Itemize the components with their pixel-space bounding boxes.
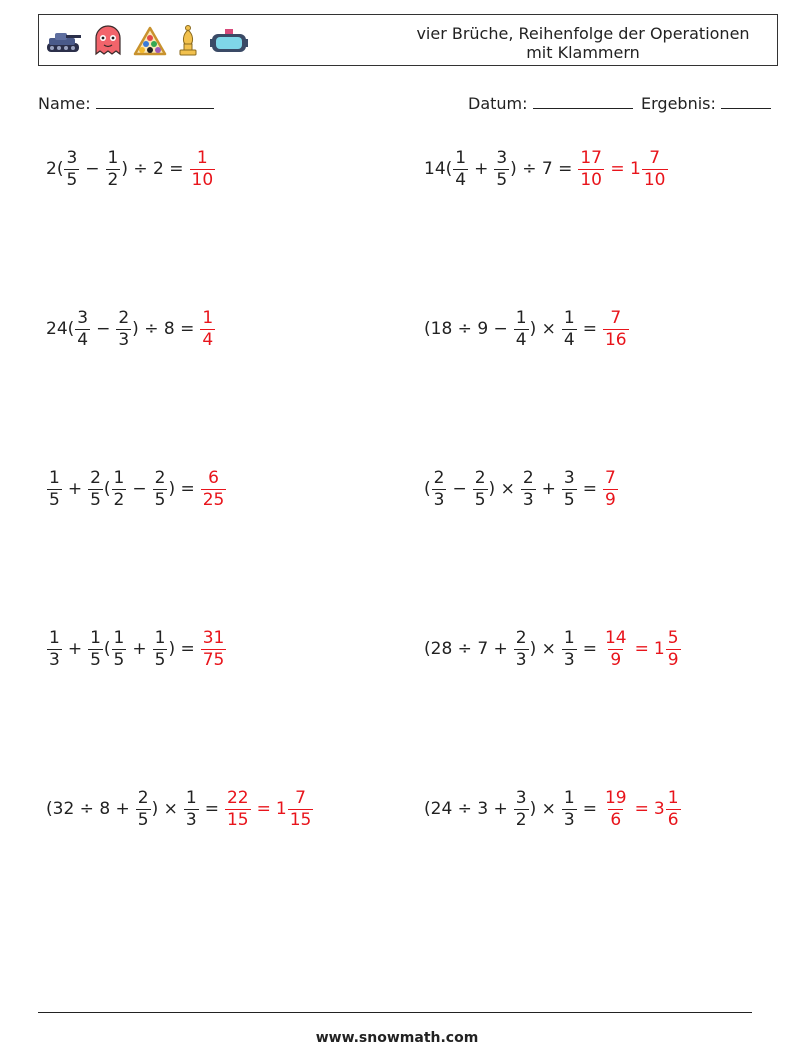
denominator: 6 <box>667 809 679 830</box>
answer-whole: 1 <box>275 799 287 819</box>
answer-fraction <box>603 627 629 670</box>
operator: − <box>85 159 100 179</box>
numerator: 2 <box>90 467 101 488</box>
expr-text: (18 ÷ 9 − <box>424 319 508 339</box>
denominator: 5 <box>474 489 486 510</box>
numerator: 1 <box>515 307 527 328</box>
date-field[interactable] <box>468 94 633 113</box>
fraction <box>514 627 529 670</box>
numerator: 1 <box>185 787 197 808</box>
name-blank[interactable] <box>96 94 214 109</box>
numerator: 1 <box>49 467 60 488</box>
fraction <box>153 627 168 670</box>
problem-3 <box>46 299 216 359</box>
date-blank[interactable] <box>533 94 633 109</box>
answer-fraction <box>578 147 604 190</box>
operator: − <box>96 319 111 339</box>
numerator: 2 <box>118 307 130 328</box>
operator: + <box>132 639 147 659</box>
denominator: 3 <box>185 809 197 830</box>
denominator: 2 <box>107 169 119 190</box>
numerator: 2 <box>137 787 149 808</box>
expr-text: ) ÷ 8 = <box>132 319 195 339</box>
fraction <box>47 467 62 510</box>
icon-strip <box>43 21 249 61</box>
numerator: 2 <box>522 467 534 488</box>
denominator: 16 <box>604 329 627 350</box>
chess-bishop-icon <box>177 24 199 58</box>
answer-fraction <box>603 307 629 350</box>
operator: − <box>132 479 147 499</box>
numerator: 17 <box>580 147 602 168</box>
numerator: 31 <box>202 627 225 648</box>
problem-6 <box>424 459 619 519</box>
denominator: 4 <box>77 329 89 350</box>
title-line-2: mit Klammern <box>526 43 640 62</box>
worksheet-header <box>38 14 778 66</box>
denominator: 5 <box>49 489 60 510</box>
denominator: 5 <box>137 809 149 830</box>
fraction <box>184 787 199 830</box>
vr-headset-icon <box>209 26 249 56</box>
numerator: 6 <box>208 467 219 488</box>
denominator: 9 <box>610 649 622 670</box>
numerator: 7 <box>604 467 616 488</box>
denominator: 75 <box>202 649 225 670</box>
answer-equals: = <box>256 799 271 819</box>
denominator: 3 <box>563 809 575 830</box>
denominator: 5 <box>154 649 166 670</box>
answer-equals: = <box>604 159 631 179</box>
fraction <box>432 467 447 510</box>
denominator: 3 <box>522 489 534 510</box>
numerator: 1 <box>90 627 101 648</box>
fraction <box>521 467 536 510</box>
answer-equals: = <box>634 799 649 819</box>
expr-text: (32 ÷ 8 + <box>46 799 130 819</box>
answer-fraction <box>603 467 618 510</box>
ghost-icon <box>93 24 123 58</box>
answer-fraction <box>190 147 216 190</box>
denominator: 4 <box>455 169 467 190</box>
fraction <box>112 467 127 510</box>
denominator: 5 <box>154 489 166 510</box>
numerator: 14 <box>604 627 627 648</box>
numerator: 1 <box>202 307 214 328</box>
denominator: 10 <box>580 169 602 190</box>
date-label: Datum: <box>468 94 528 113</box>
answer-fraction <box>225 787 251 830</box>
denominator: 25 <box>202 489 225 510</box>
operator: + <box>474 159 489 179</box>
fraction <box>112 627 127 670</box>
answer-whole: 1 <box>630 159 641 179</box>
expr-text: ) × <box>151 799 178 819</box>
answer-mixed-fraction <box>642 147 668 190</box>
expr-text: ) ÷ 7 = <box>510 159 573 179</box>
denominator: 5 <box>90 649 101 670</box>
worksheet-title <box>413 24 753 62</box>
numerator: 3 <box>515 787 527 808</box>
numerator: 1 <box>113 467 125 488</box>
numerator: 1 <box>196 147 208 168</box>
denominator: 4 <box>202 329 214 350</box>
denominator: 10 <box>191 169 214 190</box>
expr-text: (24 ÷ 3 + <box>424 799 508 819</box>
expr-text: = <box>582 639 597 659</box>
denominator: 3 <box>515 649 527 670</box>
denominator: 5 <box>496 169 508 190</box>
expr-text: 24( <box>46 319 75 339</box>
numerator: 1 <box>49 627 60 648</box>
expr-text: ) = <box>168 639 195 659</box>
fraction <box>64 147 79 190</box>
numerator: 1 <box>154 627 166 648</box>
fraction <box>562 787 577 830</box>
expr-text: ( <box>103 639 111 659</box>
expr-text: ( <box>103 479 111 499</box>
problem-10 <box>424 779 682 839</box>
fraction <box>88 627 103 670</box>
numerator: 3 <box>66 147 78 168</box>
answer-whole: 3 <box>653 799 665 819</box>
answer-equals: = <box>634 639 649 659</box>
numerator: 2 <box>474 467 486 488</box>
numerator: 3 <box>496 147 508 168</box>
numerator: 2 <box>154 467 166 488</box>
fraction <box>473 467 488 510</box>
denominator: 3 <box>118 329 130 350</box>
numerator: 2 <box>515 627 527 648</box>
expr-text: ) = <box>168 479 195 499</box>
expr-text: = <box>582 799 597 819</box>
fraction <box>136 787 151 830</box>
fraction <box>88 467 103 510</box>
answer-mixed-fraction <box>666 627 681 670</box>
answer-mixed-fraction <box>666 787 681 830</box>
denominator: 15 <box>289 809 312 830</box>
denominator: 5 <box>113 649 125 670</box>
operator: + <box>67 479 83 499</box>
denominator: 5 <box>66 169 78 190</box>
numerator: 22 <box>226 787 249 808</box>
fraction <box>514 307 529 350</box>
tank-icon <box>43 26 83 56</box>
fraction <box>514 787 529 830</box>
operator: + <box>67 639 83 659</box>
problem-1 <box>46 139 216 199</box>
fraction <box>562 627 577 670</box>
denominator: 10 <box>643 169 666 190</box>
answer-fraction <box>201 467 227 510</box>
numerator: 1 <box>563 787 575 808</box>
fraction <box>562 467 577 510</box>
problem-4 <box>424 299 630 359</box>
operator: + <box>541 479 556 499</box>
numerator: 1 <box>563 627 575 648</box>
answer-fraction <box>603 787 629 830</box>
fraction <box>106 147 121 190</box>
denominator: 9 <box>604 489 616 510</box>
numerator: 7 <box>610 307 622 328</box>
expr-text: = <box>582 319 597 339</box>
denominator: 5 <box>90 489 101 510</box>
numerator: 3 <box>563 467 575 488</box>
denominator: 2 <box>515 809 527 830</box>
expr-text: 14( <box>424 159 453 179</box>
denominator: 2 <box>113 489 125 510</box>
numerator: 1 <box>107 147 119 168</box>
expr-text: ( <box>424 479 431 499</box>
name-label: Name: <box>38 94 91 113</box>
fraction <box>453 147 468 190</box>
denominator: 4 <box>515 329 527 350</box>
answer-fraction <box>201 627 227 670</box>
denominator: 5 <box>563 489 575 510</box>
numerator: 7 <box>649 147 661 168</box>
numerator: 2 <box>433 467 445 488</box>
answer-whole: 1 <box>653 639 665 659</box>
denominator: 3 <box>433 489 445 510</box>
denominator: 6 <box>610 809 622 830</box>
expr-text: 2( <box>46 159 64 179</box>
footer-divider <box>38 1012 752 1013</box>
problem-9 <box>46 779 314 839</box>
denominator: 3 <box>49 649 60 670</box>
problem-2 <box>424 139 669 199</box>
answer-mixed-fraction <box>288 787 314 830</box>
operator: − <box>452 479 467 499</box>
fraction <box>562 307 577 350</box>
expr-text: = <box>204 799 219 819</box>
fraction <box>494 147 509 190</box>
title-line-1: vier Brüche, Reihenfolge der Operationen <box>416 24 750 43</box>
expr-text: ) × <box>529 799 556 819</box>
billiard-rack-icon <box>133 25 167 57</box>
denominator: 15 <box>226 809 249 830</box>
problem-7 <box>46 619 227 679</box>
numerator: 1 <box>667 787 679 808</box>
expr-text: ) × <box>529 319 556 339</box>
name-field[interactable] <box>38 94 214 113</box>
problem-8 <box>424 619 682 679</box>
numerator: 5 <box>667 627 679 648</box>
denominator: 3 <box>563 649 575 670</box>
fraction <box>75 307 90 350</box>
footer-url[interactable]: www.snowmath.com <box>315 1030 479 1046</box>
score-blank[interactable] <box>721 94 771 109</box>
numerator: 1 <box>113 627 125 648</box>
numerator: 1 <box>455 147 467 168</box>
denominator: 4 <box>563 329 575 350</box>
denominator: 9 <box>667 649 679 670</box>
expr-text: ) × <box>529 639 556 659</box>
problem-5 <box>46 459 227 519</box>
numerator: 1 <box>563 307 575 328</box>
expr-text: (28 ÷ 7 + <box>424 639 508 659</box>
fraction <box>47 627 62 670</box>
score-label: Ergebnis: <box>641 94 716 113</box>
score-field[interactable] <box>641 94 771 113</box>
numerator: 3 <box>77 307 89 328</box>
numerator: 7 <box>295 787 306 808</box>
numerator: 19 <box>604 787 627 808</box>
expr-text: ) ÷ 2 = <box>121 159 184 179</box>
answer-fraction <box>200 307 215 350</box>
fraction <box>153 467 168 510</box>
expr-text: ) × <box>488 479 515 499</box>
fraction <box>116 307 131 350</box>
expr-text: = <box>582 479 597 499</box>
